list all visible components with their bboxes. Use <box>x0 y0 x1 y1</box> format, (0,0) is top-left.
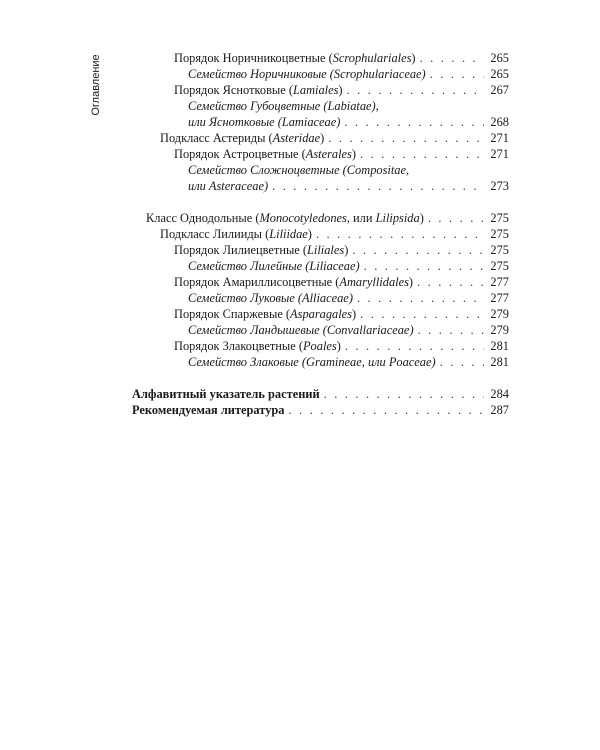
dot-leader <box>328 130 484 146</box>
dot-leader <box>357 290 484 306</box>
dot-leader <box>316 226 484 242</box>
toc-entry[interactable]: Порядок Лилиецветные (Liliales) . . . 275 <box>174 242 509 258</box>
page-number: 287 <box>490 403 509 417</box>
toc-entry-continuation: Семейство Сложноцветные (Compositae, <box>188 163 410 177</box>
dot-leader <box>344 114 484 130</box>
page-number: 271 <box>490 147 509 161</box>
toc-entry[interactable]: Подкласс Астериды (Asteridae) . . . 271 <box>160 130 509 146</box>
dot-leader <box>417 274 484 290</box>
toc-entry[interactable]: Порядок Злакоцветные (Poales) . . . 281 <box>174 338 509 354</box>
dot-leader <box>347 82 484 98</box>
toc-entry[interactable]: или Яснотковые (Lamiaceae) . . . 268 <box>188 114 509 130</box>
dot-leader <box>430 66 484 82</box>
toc-entry-continuation: Семейство Губоцветные (Labiatae), <box>188 99 379 113</box>
page-number: 265 <box>490 67 509 81</box>
page-number: 277 <box>490 291 509 305</box>
page-number: 273 <box>490 179 509 193</box>
toc-entry[interactable]: Порядок Яснотковые (Lamiales) . . . 267 <box>174 82 509 98</box>
page-number: 275 <box>490 243 509 257</box>
dot-leader <box>364 258 484 274</box>
running-header: Оглавление <box>90 54 102 116</box>
page-number: 271 <box>490 131 509 145</box>
dot-leader <box>345 338 484 354</box>
page-number: 284 <box>490 387 509 401</box>
dot-leader <box>360 146 484 162</box>
toc-entry[interactable]: Семейство Злаковые (Gramineae, или Poaceae) . . . 281 <box>188 354 509 370</box>
toc-entry[interactable]: Класс Однодольные (Monocotyledones, или Lilipsida) . . . 275 <box>146 210 509 226</box>
toc-entry[interactable]: Семейство Норичниковые (Scrophulariaceae) . . . 265 <box>188 66 509 82</box>
page-number: 279 <box>490 323 509 337</box>
toc-entry[interactable]: Порядок Спаржевые (Asparagales) . . . 279 <box>174 306 509 322</box>
toc-entry[interactable]: Алфавитный указатель растений . . . 284 <box>132 386 509 402</box>
page-number: 268 <box>490 115 509 129</box>
page-number: 277 <box>490 275 509 289</box>
page-number: 281 <box>490 339 509 353</box>
toc-entry[interactable]: Подкласс Лилииды (Liliidae) . . . 275 <box>160 226 509 242</box>
dot-leader <box>428 210 484 226</box>
dot-leader <box>440 354 484 370</box>
dot-leader <box>360 306 484 322</box>
dot-leader <box>352 242 484 258</box>
page-number: 281 <box>490 355 509 369</box>
toc-entry[interactable]: Порядок Амариллисоцветные (Amaryllidales) . . . 277 <box>174 274 509 290</box>
toc-entry[interactable]: Семейство Луковые (Alliaceae) . . . 277 <box>188 290 509 306</box>
page-number: 265 <box>490 51 509 65</box>
page-number: 279 <box>490 307 509 321</box>
toc-entry[interactable]: Порядок Норичникоцветные (Scrophulariales) . . . 265 <box>174 50 509 66</box>
toc-entry[interactable]: Семейство Ландышевые (Convallariaceae) . . . 279 <box>188 322 509 338</box>
toc-entry[interactable]: или Asteraceae) . . . 273 <box>188 178 509 194</box>
toc-entry[interactable]: Рекомендуемая литература . . . 287 <box>132 402 509 418</box>
page-number: 275 <box>490 227 509 241</box>
dot-leader <box>272 178 484 194</box>
dot-leader <box>289 402 485 418</box>
page-number: 275 <box>490 211 509 225</box>
page-number: 275 <box>490 259 509 273</box>
toc-entry[interactable]: Порядок Астроцветные (Asterales) . . . 271 <box>174 146 509 162</box>
dot-leader <box>418 322 484 338</box>
dot-leader <box>324 386 484 402</box>
dot-leader <box>420 50 484 66</box>
toc-entry[interactable]: Семейство Лилейные (Liliaceae) . . . 275 <box>188 258 509 274</box>
page-number: 267 <box>490 83 509 97</box>
